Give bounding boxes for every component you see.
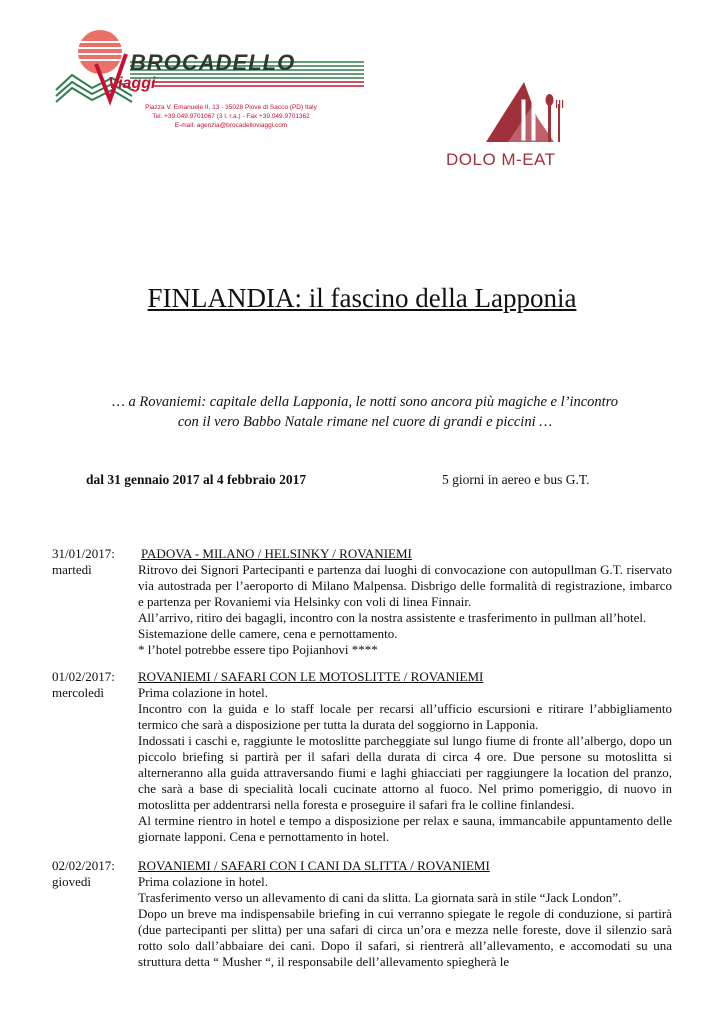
- day-paragraph: All’arrivo, ritiro dei bagagli, incontro con la nostra assistente e trasferimento in pullman all’hotel.: [138, 610, 647, 625]
- dolomeat-logo: [446, 70, 616, 190]
- travel-period: dal 31 gennaio 2017 al 4 febbraio 2017: [86, 472, 307, 487]
- intro-text: [60, 392, 670, 432]
- intro-line: … a Rovaniemi: capitale della Lapponia, le notti sono ancora più magiche e l’incontro: [111, 394, 619, 410]
- day-route: ROVANIEMI / SAFARI CON I CANI DA SLITTA / ROVANIEMI: [138, 858, 490, 873]
- intro-line: con il vero Babbo Natale rimane nel cuore di grandi e piccini …: [177, 414, 553, 430]
- day-paragraph: Indossati i caschi e, raggiunte le motoslitte parcheggiate sul lungo fiume di fronte all’albergo, dopo un piccolo briefing si partirà per il safari della durata di circa 4 ore. Due persone su motoslitta si alterneranno alla guida attraversando fiumi e laghi ghiacciati per raggiungere la location del pranzo, che sarà a base di specialità locali cucinate attorno al fuoco. Nel primo pomeriggio, di nuovo in motoslitta per addentrarsi nella foresta e proseguire il safari fra le colline finlandesi.: [138, 733, 672, 812]
- day-weekday: martedì: [52, 562, 92, 577]
- day-paragraph: Prima colazione in hotel.: [138, 685, 268, 700]
- day-paragraph: Al termine rientro in hotel e tempo a disposizione per relax e sauna, immancabile appuntamento delle giornate lapponi. Cena e pernottamento in hotel.: [138, 813, 672, 844]
- brocadello-emblem-icon: [52, 20, 372, 150]
- brand-subtitle: Viaggi: [108, 75, 156, 92]
- brand-name: BROCADELLO: [130, 50, 296, 75]
- day-date: 31/01/2017:: [52, 546, 115, 561]
- day-paragraph: Dopo un breve ma indispensabile briefing in cui verranno spiegate le regole di conduzione, si partirà (due partecipanti per slitta) per una safari di circa un’ora e mezza nelle foreste, dove il silenzio sarà rotto solo dall’abbaiare dei cani. Dopo il safari, si rientrerà all’allevamento, e accomodati su una struttura detta “ Musher “, il responsabile dell’allevamento spiegherà le: [138, 906, 672, 969]
- transport-info: 5 giorni in aereo e bus G.T.: [442, 472, 590, 487]
- day-date-block: [52, 858, 136, 890]
- day-route: ROVANIEMI / SAFARI CON LE MOTOSLITTE / ROVANIEMI: [138, 669, 484, 684]
- page-title: FINLANDIA: il fascino della Lapponia: [147, 283, 577, 313]
- contact-phone: Tel. +39.049.9701067 (3 l. r.a.) - Fax +39.049.9701362: [152, 113, 310, 120]
- day-paragraph: * l’hotel potrebbe essere tipo Pojianhovi ****: [138, 642, 378, 657]
- mountain-cutlery-icon: [446, 70, 616, 150]
- day-paragraph: Trasferimento verso un allevamento di cani da slitta. La giornata sarà in stile “Jack London”.: [138, 890, 622, 905]
- day-paragraph: Incontro con la guida e lo staff locale per recarsi all’ufficio escursioni e ritirare l’abbigliamento termico che sarà a disposizione per tutta la durata del soggiorno in Lapponia.: [138, 701, 672, 732]
- brocadello-logo: [52, 20, 372, 150]
- day-paragraph: Ritrovo dei Signori Partecipanti e partenza dai luoghi di convocazione con autopullman G.T. riservato via autostrada per l’aeroporto di Milano Malpensa. Disbrigo delle formalità di registrazione, imbarco e partenza per Rovaniemi via Helsinky con voli di linea Finnair.: [138, 562, 672, 609]
- day-description: [138, 858, 672, 970]
- day-weekday: giovedì: [52, 874, 91, 889]
- contact-email: E-mail: agenzia@brocadelloviaggi.com: [174, 122, 288, 129]
- dolomeat-wordmark: DOLO M-EAT: [446, 150, 556, 169]
- day-weekday: mercoledì: [52, 685, 104, 700]
- day-paragraph: Sistemazione delle camere, cena e pernottamento.: [138, 626, 398, 641]
- day-paragraph: Prima colazione in hotel.: [138, 874, 268, 889]
- day-route: PADOVA - MILANO / HELSINKY / ROVANIEMI: [141, 546, 412, 561]
- day-date: 02/02/2017:: [52, 858, 115, 873]
- contact-address: Piazza V. Emanuele II, 13 - 35028 Piove di Sacco (PD) Italy: [145, 104, 317, 111]
- day-date: 01/02/2017:: [52, 669, 115, 684]
- agency-contact: [86, 103, 376, 130]
- day-description: [138, 669, 672, 845]
- day-date-block: [52, 546, 136, 578]
- day-description: [138, 546, 672, 658]
- day-date-block: [52, 669, 136, 701]
